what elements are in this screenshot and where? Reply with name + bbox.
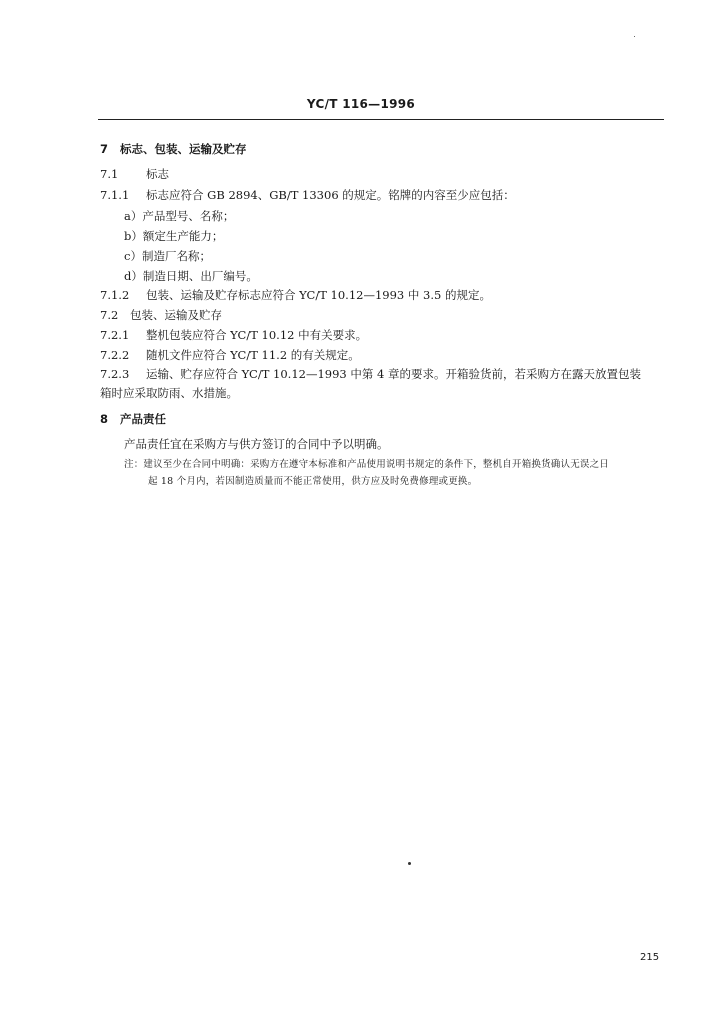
- clause-7-2-3: [100, 366, 641, 382]
- clause-number: 7.2: [100, 308, 119, 322]
- clause-7-2-3-continued: 箱时应采取防雨、水措施。: [100, 386, 238, 400]
- clause-text: 运输、贮存应符合 YC/T 10.12—1993 中第 4 章的要求。开箱验货前，若采购方在露天放置包装: [146, 367, 642, 381]
- section-number: 7: [100, 142, 109, 156]
- clause-7-2-2: [100, 347, 360, 363]
- section-8-heading: [100, 411, 166, 427]
- clause-number: 7.2.3: [100, 367, 130, 381]
- section-number: 8: [100, 412, 109, 426]
- note-line-1: 注：建议至少在合同中明确：采购方在遵守本标准和产品使用说明书规定的条件下，整机自开箱换货确认无误之日: [124, 459, 610, 470]
- list-item-b: b）额定生产能力；: [124, 229, 224, 243]
- clause-7-2: [100, 307, 222, 323]
- note-line-2: 起 18 个月内，若因制造质量而不能正常使用，供方应及时免费修理或更换。: [148, 476, 478, 487]
- responsibility-text: 产品责任宜在采购方与供方签订的合同中予以明确。: [124, 437, 389, 451]
- list-item-a: a）产品型号、名称；: [124, 209, 235, 223]
- scan-speck: [408, 862, 411, 865]
- section-title: 产品责任: [120, 412, 166, 426]
- section-7-heading: [100, 141, 247, 157]
- clause-text: 标志应符合 GB 2894、GB/T 13306 的规定。铭牌的内容至少应包括：: [146, 188, 515, 202]
- clause-7-1-1: [100, 187, 515, 203]
- standard-code-header: YC/T 116—1996: [306, 97, 416, 111]
- clause-text: 包装、运输及贮存标志应符合 YC/T 10.12—1993 中 3.5 的规定。: [146, 288, 491, 302]
- header-rule: [98, 119, 664, 120]
- clause-number: 7.2.1: [100, 328, 130, 342]
- clause-number: 7.1.2: [100, 288, 130, 302]
- list-item-c: c）制造厂名称；: [124, 249, 211, 263]
- section-title: 标志、包装、运输及贮存: [120, 142, 247, 156]
- clause-text: 整机包装应符合 YC/T 10.12 中有关要求。: [146, 328, 368, 342]
- clause-number: 7.1: [100, 167, 119, 181]
- page-number: 215: [640, 952, 660, 963]
- clause-title: 标志: [146, 167, 169, 181]
- list-item-d: d）制造日期、出厂编号。: [124, 269, 258, 283]
- scan-speck: [634, 36, 635, 37]
- clause-7-1-2: [100, 287, 491, 303]
- clause-7-1: [100, 166, 169, 182]
- clause-number: 7.2.2: [100, 348, 130, 362]
- clause-text: 随机文件应符合 YC/T 11.2 的有关规定。: [146, 348, 360, 362]
- clause-7-2-1: [100, 327, 367, 343]
- clause-number: 7.1.1: [100, 188, 130, 202]
- clause-title: 包装、运输及贮存: [130, 308, 222, 322]
